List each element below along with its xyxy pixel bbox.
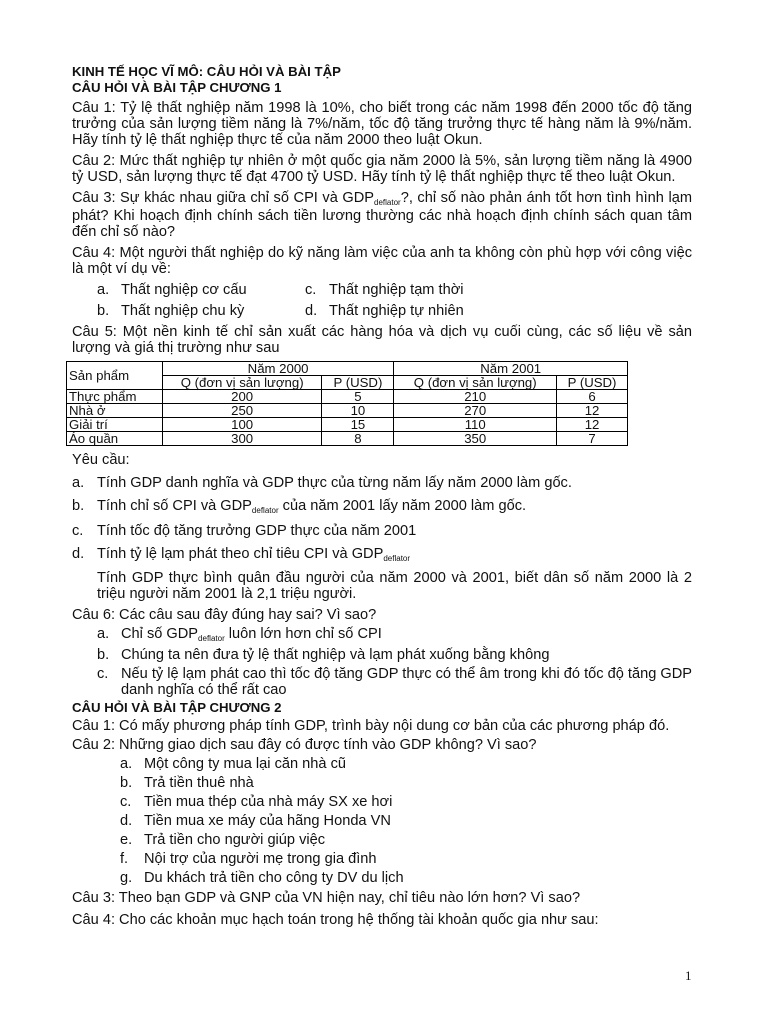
- cell-p-2001: 7: [557, 432, 628, 446]
- table-header-row: [67, 362, 628, 376]
- cell-p-2000: 5: [322, 390, 394, 404]
- ch1-question-4: Câu 4: Một người thất nghiệp do kỹ năng làm việc của anh ta không còn phù hợp với công việc là một ví dụ về:: [72, 245, 692, 277]
- q6-item-b: b. Chúng ta nên đưa tỷ lệ thất nghiệp và lạm phát xuống bằng không: [97, 647, 550, 663]
- list-item: g. Du khách trả tiền cho công ty DV du lịch: [120, 870, 404, 886]
- ch2-question-3: Câu 3: Theo bạn GDP và GNP của VN hiện nay, chỉ tiêu nào lớn hơn? Vì sao?: [72, 890, 581, 906]
- cell-product: Thực phẩm: [67, 390, 163, 404]
- q4-option-b: b. Thất nghiệp chu kỳ: [97, 303, 245, 319]
- ch1-question-3: Câu 3: Sự khác nhau giữa chỉ số CPI và $GDP_{deflator}$?, chỉ số nào phản ánh tốt hơn tình hình lạm phát? Khi hoạch định chính sách tiền lương thường các nhà hoạch định chính sách quan tâm đến chỉ số nào?: [72, 190, 692, 240]
- chapter-2-heading: CÂU HỎI VÀ BÀI TẬP CHƯƠNG 2: [72, 700, 282, 715]
- cell-p-2000: 15: [322, 418, 394, 432]
- cell-p-2001: 12: [557, 404, 628, 418]
- cell-q-2001: 350: [394, 432, 557, 446]
- header-year-2000: Năm 2000: [162, 362, 394, 376]
- q4-option-a: a. Thất nghiệp cơ cấu: [97, 282, 247, 298]
- requirement-a: a. Tính GDP danh nghĩa và GDP thực của từng năm lấy năm 2000 làm gốc.: [72, 475, 572, 491]
- ch1-question-6: Câu 6: Các câu sau đây đúng hay sai? Vì sao?: [72, 607, 377, 623]
- ch2-question-1: Câu 1: Có mấy phương pháp tính GDP, trình bày nội dung cơ bản của các phương pháp đó.: [72, 718, 670, 734]
- ch1-question-1: Câu 1: Tỷ lệ thất nghiệp năm 1998 là 10%, cho biết trong các năm 1998 đến 2000 tốc độ tăng trưởng của sản lượng tiềm năng là 7%/năm, tốc độ tăng trưởng thực tế hàng năm là 9%/năm. Hãy tính tỷ lệ thất nghiệp thực tế của năm 2000 theo luật Okun.: [72, 100, 692, 148]
- list-item: d. Tiền mua xe máy của hãng Honda VN: [120, 813, 391, 829]
- table-row: [67, 432, 628, 446]
- q4-option-c: c. Thất nghiệp tạm thời: [305, 282, 464, 298]
- production-table: [66, 361, 628, 446]
- q4-option-d: d. Thất nghiệp tự nhiên: [305, 303, 464, 319]
- ch1-question-2: Câu 2: Mức thất nghiệp tự nhiên ở một quốc gia năm 2000 là 5%, sản lượng tiềm năng là 4900 tỷ USD, sản lượng thực tế đạt 4700 tỷ USD. Hãy tính tỷ lệ thất nghiệp thực tế theo luật Okun.: [72, 153, 692, 185]
- header-q-2000: Q (đơn vị sản lượng): [162, 376, 322, 390]
- list-item: f. Nội trợ của người mẹ trong gia đình: [120, 851, 377, 867]
- list-item: c. Tiền mua thép của nhà máy SX xe hơi: [120, 794, 393, 810]
- cell-q-2000: 100: [162, 418, 322, 432]
- cell-p-2001: 12: [557, 418, 628, 432]
- header-p-2000: P (USD): [322, 376, 394, 390]
- header-p-2001: P (USD): [557, 376, 628, 390]
- list-item: a. Một công ty mua lại căn nhà cũ: [120, 756, 346, 772]
- q6-item-c: c. Nếu tỷ lệ lạm phát cao thì tốc độ tăng GDP thực có thể âm trong khi đó tốc độ tăng GDP danh nghĩa có thể rất cao: [97, 666, 692, 698]
- header-product: Sản phẩm: [67, 362, 163, 390]
- chapter-1-heading: CÂU HỎI VÀ BÀI TẬP CHƯƠNG 1: [72, 80, 282, 95]
- document-page: [69, 64, 692, 928]
- cell-q-2001: 110: [394, 418, 557, 432]
- requirements-label: Yêu cầu:: [72, 452, 130, 468]
- ch1-question-5: Câu 5: Một nền kinh tế chỉ sản xuất các hàng hóa và dịch vụ cuối cùng, các số liệu về sản lượng và giá thị trường như sau: [72, 324, 692, 356]
- cell-q-2000: 250: [162, 404, 322, 418]
- requirement-d: d. Tính tỷ lệ lạm phát theo chỉ tiêu CPI và $GDP_{deflator}$: [72, 546, 411, 563]
- cell-product: Giải trí: [67, 418, 163, 432]
- cell-q-2000: 300: [162, 432, 322, 446]
- ch2-question-2: Câu 2: Những giao dịch sau đây có được tính vào GDP không? Vì sao?: [72, 737, 537, 753]
- ch2-question-4: Câu 4: Cho các khoản mục hạch toán trong hệ thống tài khoản quốc gia như sau:: [72, 912, 599, 928]
- q6-item-a: a. Chỉ số $GDP_{deflator}$ luôn lớn hơn chỉ số CPI: [97, 626, 382, 643]
- header-year-2001: Năm 2001: [394, 362, 628, 376]
- cell-q-2001: 270: [394, 404, 557, 418]
- q4-options-row-1: [72, 282, 692, 298]
- cell-q-2001: 210: [394, 390, 557, 404]
- requirement-c: c. Tính tốc độ tăng trưởng GDP thực của năm 2001: [72, 523, 417, 539]
- cell-q-2000: 200: [162, 390, 322, 404]
- cell-product: Nhà ở: [67, 404, 163, 418]
- requirement-extra: Tính GDP thực bình quân đầu người của năm 2000 và 2001, biết dân số năm 2000 là 2 triệu người năm 2001 là 2,1 triệu người.: [97, 570, 692, 602]
- cell-p-2000: 8: [322, 432, 394, 446]
- requirement-b: b. Tính chỉ số CPI và $GDP_{deflator}$ của năm 2001 lấy năm 2000 làm gốc.: [72, 498, 527, 515]
- list-item: b. Trả tiền thuê nhà: [120, 775, 254, 791]
- table-row: [67, 418, 628, 432]
- table-row: [67, 404, 628, 418]
- document-title: KINH TẾ HỌC VĨ MÔ: CÂU HỎI VÀ BÀI TẬP: [72, 64, 341, 79]
- list-item: e. Trả tiền cho người giúp việc: [120, 832, 326, 848]
- cell-product: Áo quần: [67, 432, 163, 446]
- cell-p-2000: 10: [322, 404, 394, 418]
- table-row: [67, 390, 628, 404]
- cell-p-2001: 6: [557, 390, 628, 404]
- page-number: 1: [685, 968, 692, 983]
- header-q-2001: Q (đơn vị sản lượng): [394, 376, 557, 390]
- q4-options-row-2: [72, 303, 692, 319]
